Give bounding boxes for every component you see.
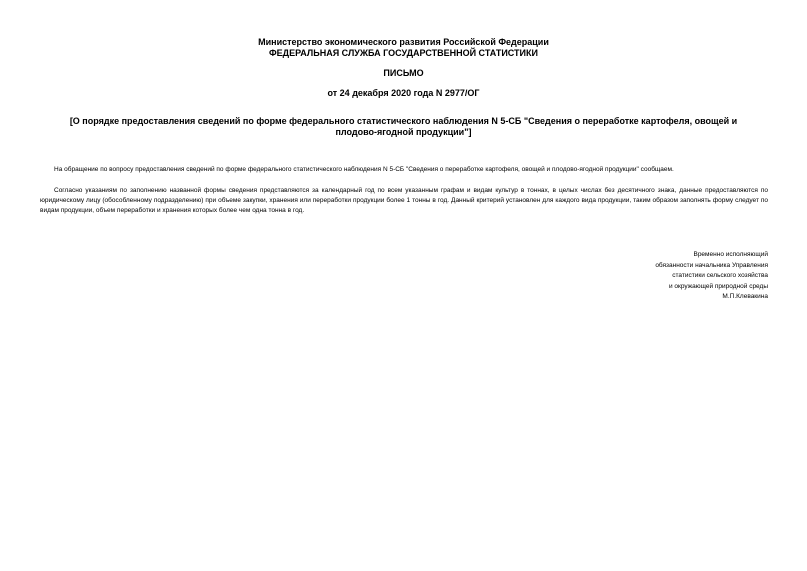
- signature-line-3: статистики сельского хозяйства: [672, 272, 768, 280]
- signature-block: [568, 250, 768, 303]
- service-name: ФЕДЕРАЛЬНАЯ СЛУЖБА ГОСУДАРСТВЕННОЙ СТАТИСТИКИ: [269, 48, 538, 58]
- document-type: ПИСЬМО: [383, 68, 424, 78]
- signature-line-4: и окружающей природной среды: [668, 282, 768, 290]
- document-title: [О порядке предоставления сведений по форме федерального статистического наблюдения N 5-СБ "Сведения о переработке картофеля, овощей и плодово-ягодной продукции"]: [69, 116, 738, 137]
- body-paragraph-1: На обращение по вопросу предоставления сведений по форме федерального статистического наблюдения N 5-СБ "Сведения о переработке картофеля, овощей и плодово-ягодной продукции" сообщаем.: [54, 166, 674, 173]
- ministry-name: Министерство экономического развития Российской Федерации: [258, 37, 549, 47]
- signature-line-2: обязанности начальника Управления: [655, 261, 768, 269]
- body-paragraph-2: Согласно указаниям по заполнению названной формы сведения представляются за календарный год по всем указанным графам и видам культур в тоннах, в целых числах без десятичного знака, данные предоставляются по юридическому лицу (обособленному подразделению) при объеме закупки, хранения или переработки продукции более 1 тонны в год. Данный критерий установлен для каждого вида продукции, таким образом заполнять форму следует по видам продукции, объем переработки и хранения которых более чем одна тонна в год.: [40, 187, 768, 214]
- signature-line-1: Временно исполняющий: [693, 251, 768, 258]
- signatory-name: М.П.Клевакина: [722, 293, 768, 301]
- document-date-number: от 24 декабря 2020 года N 2977/ОГ: [327, 88, 480, 98]
